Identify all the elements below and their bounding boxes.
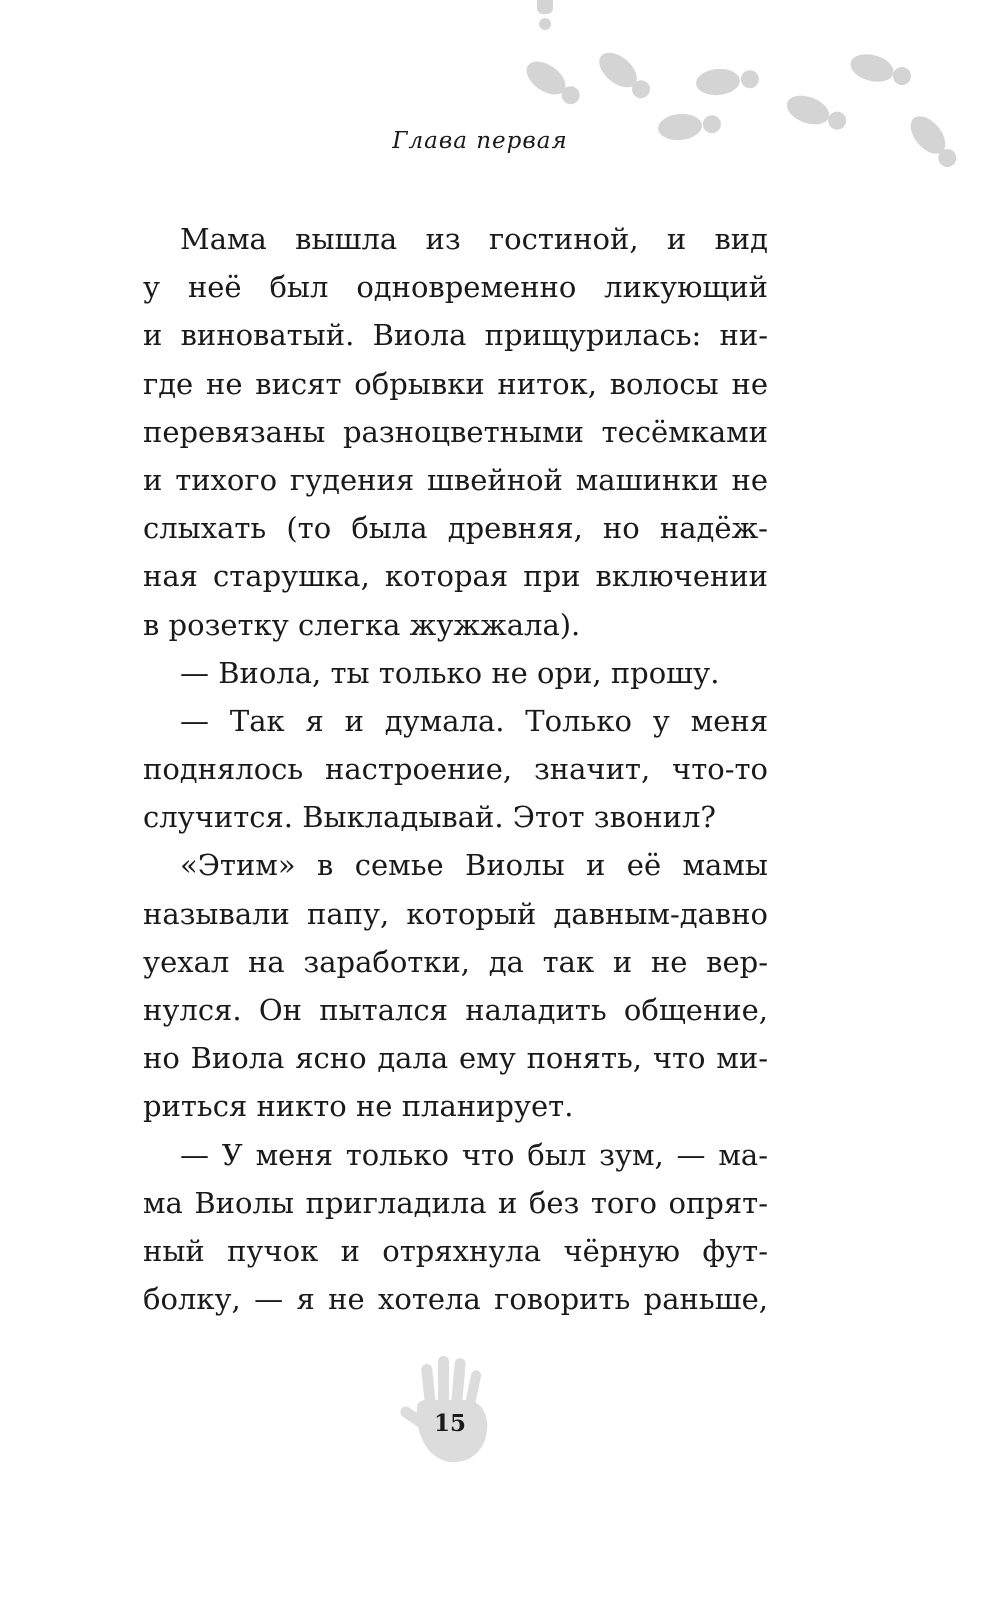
text-line: в розетку слегка жужжала).	[143, 607, 581, 642]
text-line: называли папу, который давным-давно	[143, 896, 768, 931]
text-line: риться никто не планирует.	[143, 1089, 574, 1124]
text-line: но Виола ясно дала ему понять, что ми-	[143, 1041, 768, 1076]
footprint-icon	[593, 46, 656, 105]
page-number: 15	[433, 1410, 466, 1437]
text-line: болку, — я не хотела говорить раньше,	[143, 1282, 768, 1317]
text-line: «Этим» в семье Виолы и её мамы	[180, 848, 768, 883]
text-line: ма Виолы пригладила и без того опрят-	[143, 1185, 768, 1220]
text-line: — У меня только что был зум, — ма-	[180, 1137, 768, 1172]
text-line: — Виола, ты только не ори, прошу.	[180, 655, 720, 690]
chapter-title: Глава первая	[392, 128, 568, 154]
text-line: и тихого гудения швейной машинки не	[143, 462, 768, 497]
text-line: у неё был одновременно ликующий	[143, 270, 768, 305]
text-line: Мама вышла из гостиной, и вид	[180, 222, 768, 256]
text-line: слыхать (то была древняя, но надёж-	[143, 511, 768, 546]
footprint-icon	[695, 65, 760, 96]
text-line: где не висят обрывки ниток, волосы не	[143, 366, 768, 401]
page-folio	[395, 1350, 515, 1470]
body-text	[143, 215, 768, 1323]
text-line: ный пучок и отряхнула чёрную фут-	[143, 1233, 768, 1268]
text-line: нулся. Он пытался наладить общение,	[143, 993, 768, 1027]
text-line: — Так я и думала. Только у меня	[180, 703, 768, 738]
footprint-icon	[521, 55, 586, 111]
text-line: и виноватый. Виола прищурилась: ни-	[143, 318, 768, 353]
footprints-decoration	[0, 0, 1000, 200]
text-line: ная старушка, которая при включении	[143, 559, 768, 594]
text-line: поднялось настроение, значит, что-то	[143, 752, 768, 787]
text-line: случится. Выкладывай. Этот звонил?	[143, 800, 716, 835]
text-line: перевязаны разноцветными тесёмками	[143, 414, 768, 449]
footprint-icon	[537, 0, 553, 30]
footprint-icon	[847, 50, 914, 91]
text-line: уехал на заработки, да так и не вер-	[143, 944, 768, 979]
